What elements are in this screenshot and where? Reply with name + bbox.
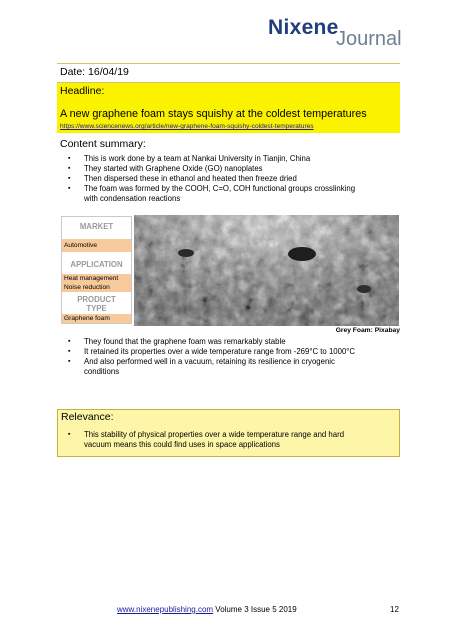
tag-panel xyxy=(61,216,132,324)
date-row xyxy=(57,63,400,83)
summary-label: Content summary: xyxy=(60,138,146,150)
bullet-icon: ▪ xyxy=(68,358,71,365)
headline-label: Headline: xyxy=(60,85,105,97)
list-item: ▪ Then dispersed these in ethanol and heated then freeze dried xyxy=(68,174,297,183)
logo-journal-text: Journal xyxy=(336,28,402,50)
list-item: ▪ The foam was formed by the COOH, C=O, COH functional groups crosslinking xyxy=(68,184,356,193)
bullet-icon: ▪ xyxy=(68,431,71,438)
headline-text: A new graphene foam stays squishy at the coldest temperatures xyxy=(60,108,367,120)
product-type-value: Graphene foam xyxy=(62,314,131,323)
findings-list xyxy=(62,337,392,377)
bullet-icon: ▪ xyxy=(68,185,71,192)
relevance-list xyxy=(62,430,382,450)
product-type-label-1: PRODUCT xyxy=(77,295,116,304)
list-item-continuation: vacuum means this could find uses in space applications xyxy=(84,440,280,449)
relevance-label: Relevance: xyxy=(61,411,114,423)
headline-box xyxy=(57,83,400,133)
bullet-icon: ▪ xyxy=(68,338,71,345)
list-item: ▪ And also performed well in a vacuum, retaining its resilience in cryogenic xyxy=(68,357,335,366)
logo-nixene-text: Nixene xyxy=(268,16,339,39)
application-value-1: Heat management xyxy=(62,274,131,283)
foam-photo-graphic xyxy=(134,215,399,326)
list-item: ▪ It retained its properties over a wide temperature range from -269°C to 1000°C xyxy=(68,347,356,356)
bullet-icon: ▪ xyxy=(68,165,71,172)
application-value-2: Noise reduction xyxy=(62,283,131,292)
list-item-continuation: with condensation reactions xyxy=(84,194,181,203)
footer xyxy=(117,605,297,614)
bullet-icon: ▪ xyxy=(68,155,71,162)
relevance-box xyxy=(57,409,400,457)
product-type-label-2: TYPE xyxy=(86,304,107,313)
list-item: ▪ They started with Graphene Oxide (GO) nanoplates xyxy=(68,164,263,173)
headline-source-link[interactable]: https://www.sciencenews.org/article/new-graphene-foam-squishy-coldest-temperatures xyxy=(60,123,314,130)
date-text: Date: 16/04/19 xyxy=(60,66,129,78)
bullet-icon: ▪ xyxy=(68,175,71,182)
market-label: MARKET xyxy=(79,222,114,231)
list-item: ▪ This stability of physical properties over a wide temperature range and hard xyxy=(68,430,345,439)
summary-list xyxy=(62,154,392,204)
footer-issue: Volume 3 Issue 5 2019 xyxy=(215,605,297,614)
journal-logo xyxy=(268,16,408,56)
application-label: APPLICATION xyxy=(70,260,123,269)
list-item-continuation: conditions xyxy=(84,367,120,376)
page-number: 12 xyxy=(390,605,399,614)
footer-website-link[interactable]: www.nixenepublishing.com xyxy=(117,605,214,614)
bullet-icon: ▪ xyxy=(68,348,71,355)
list-item: ▪ They found that the graphene foam was remarkably stable xyxy=(68,337,286,346)
foam-photo xyxy=(134,215,399,326)
market-value: Automotive xyxy=(62,239,131,252)
photo-caption: Grey Foam: Pixabay xyxy=(335,327,400,334)
list-item: ▪ This is work done by a team at Nankai University in Tianjin, China xyxy=(68,154,311,163)
